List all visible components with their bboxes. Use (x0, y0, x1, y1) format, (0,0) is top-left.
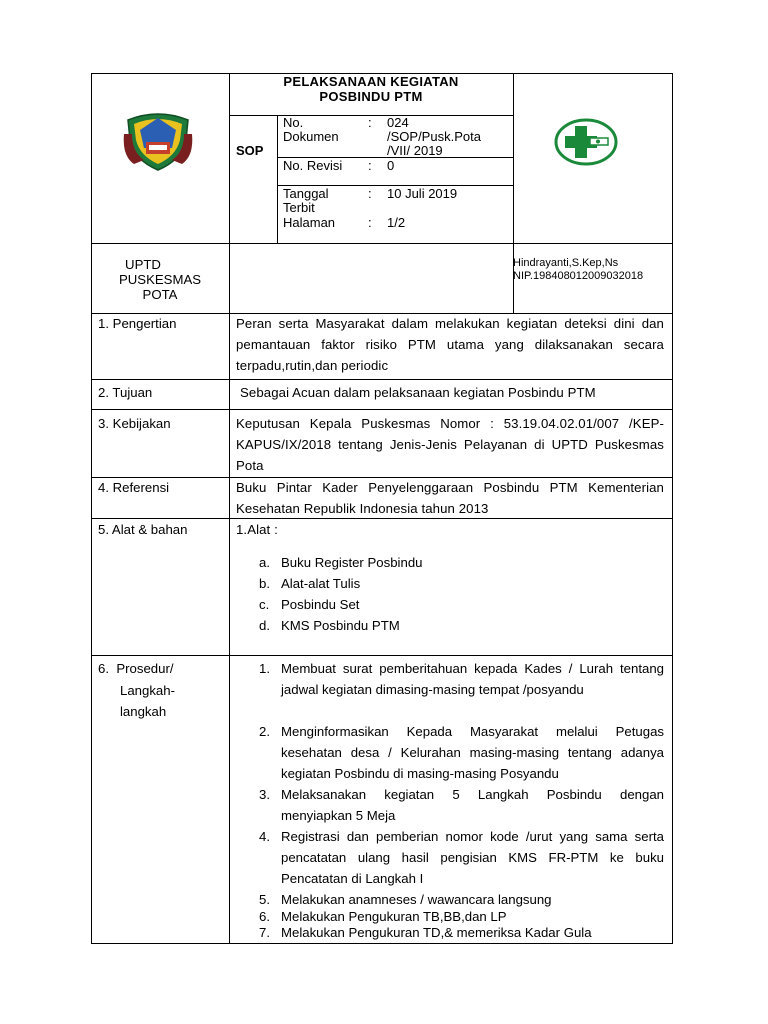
signer-nip: NIP.198408012009032018 (513, 270, 644, 282)
regency-emblem-logo (122, 110, 194, 172)
revision-value: 0 (387, 158, 395, 173)
page-label: Halaman (283, 215, 336, 230)
list-item: c. Posbindu Set (259, 597, 360, 612)
alat-heading: 1.Alat : (236, 522, 278, 537)
org-line-2: PUSKESMAS (118, 272, 202, 287)
org-line-1: UPTD (125, 257, 161, 272)
doc-number-sep: : (368, 115, 372, 130)
issue-date-sep: : (368, 186, 372, 201)
doc-number-value: 024 /SOP/Pusk.Pota /VII/ 2019 (387, 115, 481, 158)
kebijakan-label: 3. Kebijakan (98, 416, 171, 431)
prosedur-label: 6. Prosedur/ Langkah- langkah (98, 661, 175, 719)
title-line-2: POSBINDU PTM (319, 89, 423, 104)
referensi-text: Buku Pintar Kader Penyelenggaraan Posbindu PTM Kementerian Kesehatan Republik Indonesia tahun 2013 (236, 480, 664, 516)
pengertian-text: Peran serta Masyarakat dalam melakukan kegiatan deteksi dini dan pemantauan faktor risiko PTM utama yang dilaksanakan secara terpadu,rutin,dan periodic (236, 316, 664, 373)
list-item: 6. Melakukan Pengukuran TB,BB,dan LP (259, 909, 507, 924)
list-item: d. KMS Posbindu PTM (259, 618, 400, 633)
sop-label: SOP (236, 143, 264, 158)
list-item: 1. Membuat surat pemberitahuan kepada Kades / Lurah tentang jadwal kegiatan dimasing-masing tempat /posyandu (259, 661, 664, 697)
revision-sep: : (368, 158, 372, 173)
revision-label: No. Revisi (283, 158, 343, 173)
list-item: a. Buku Register Posbindu (259, 555, 423, 570)
signer-name: Hindrayanti,S.Kep,Ns (513, 257, 619, 269)
alat-label: 5. Alat & bahan (98, 522, 188, 537)
tujuan-label: 2. Tujuan (98, 385, 153, 400)
issue-date-label: Tanggal Terbit (283, 186, 329, 215)
organization-name (91, 257, 229, 302)
issue-date-value: 10 Juli 2019 (387, 186, 458, 201)
tujuan-text: Sebagai Acuan dalam pelaksanaan kegiatan Posbindu PTM (240, 385, 596, 400)
doc-number-label: No. Dokumen (283, 115, 339, 144)
page-sep: : (368, 215, 372, 230)
page-value: 1/2 (387, 215, 406, 230)
signer-block (513, 257, 672, 283)
puskesmas-green-cross-logo (554, 118, 618, 166)
kebijakan-text: Keputusan Kepala Puskesmas Nomor : 53.19.04.02.01/007 /KEP-KAPUS/IX/2018 tentang Jenis-Jenis Pelayanan di UPTD Puskesmas Pota (236, 416, 664, 473)
list-item: b. Alat-alat Tulis (259, 576, 361, 591)
list-item: 4. Registrasi dan pemberian nomor kode /urut yang sama serta pencatatan ulang hasil pengisian KMS FR-PTM ke buku Pencatatan di Langkah I (259, 829, 664, 886)
list-item: 3. Melaksanakan kegiatan 5 Langkah Posbindu dengan menyiapkan 5 Meja (259, 787, 664, 823)
alat-list (259, 552, 659, 636)
document-title (229, 74, 513, 104)
title-line-1: PELAKSANAAN KEGIATAN (283, 74, 459, 89)
org-line-3: POTA (142, 287, 178, 302)
list-item: 5. Melakukan anamneses / wawancara langsung (259, 892, 552, 907)
referensi-label: 4. Referensi (98, 480, 170, 495)
list-item: 7. Melakukan Pengukuran TD,& memeriksa Kadar Gula (259, 925, 592, 940)
pengertian-label: 1. Pengertian (98, 316, 177, 331)
prosedur-steps (259, 658, 664, 941)
list-item: 2. Menginformasikan Kepada Masyarakat melalui Petugas kesehatan desa / Kelurahan masing-masing tentang adanya kegiatan Posbindu di masing-masing Posyandu (259, 724, 664, 781)
